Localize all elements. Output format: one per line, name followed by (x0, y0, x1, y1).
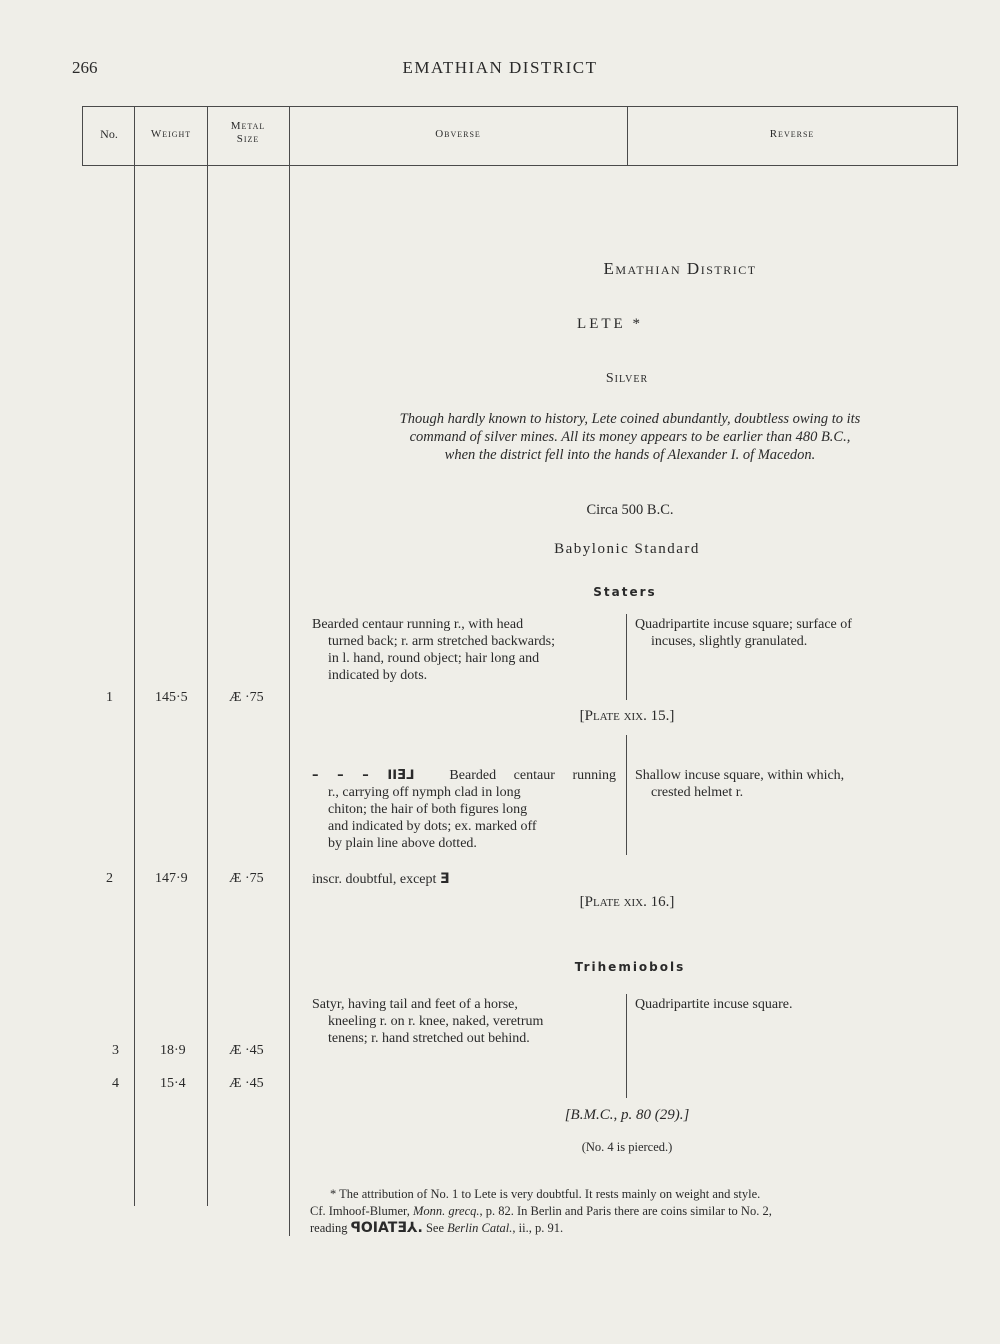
entry2-obverse (312, 767, 616, 852)
footnote-line-2 (310, 1203, 950, 1220)
footnote-text: , ii., p. 91. (512, 1221, 564, 1235)
footnote-text: See (422, 1221, 448, 1235)
entry4-number: 4 (112, 1076, 119, 1091)
intro-line: Though hardly known to history, Lete coined abundantly, doubtless owing to its (399, 411, 861, 427)
header-metal: Metal (230, 120, 266, 132)
footnote-text: Cf. Imhoof-Blumer, (310, 1204, 413, 1218)
entry2-reverse (635, 767, 947, 801)
table-top-rule (82, 106, 958, 107)
footnote-inscription: ꟼOIATƎ⅄. (350, 1220, 423, 1236)
footnote-citation: Monn. grecq. (412, 1204, 480, 1218)
table-right-edge (957, 106, 958, 166)
obverse-line: kneeling r. on r. knee, naked, veretrum (328, 1014, 544, 1029)
entry1-reverse (635, 616, 947, 650)
footnote (310, 1186, 950, 1237)
staters-heading: Staters (593, 585, 657, 599)
trihemiobol-reference: [B.M.C., p. 80 (29).] (564, 1107, 690, 1123)
intro-paragraph (330, 410, 930, 464)
obverse-line: and indicated by dots; ex. marked off (328, 819, 537, 834)
table-left-edge (82, 106, 83, 166)
footnote-line-3 (310, 1220, 950, 1237)
reverse-line: incuses, slightly granulated. (651, 634, 808, 649)
entry2-weight: 147·9 (155, 871, 188, 886)
trihemiobols-heading: Trihemiobols (574, 960, 686, 974)
obverse-line: Satyr, having tail and feet of a horse, (312, 997, 518, 1012)
col-divider-weight (207, 106, 208, 1206)
reverse-line: Shallow incuse square, within which, (635, 768, 845, 783)
entry2-inscription-note (312, 871, 632, 888)
obverse-line: tenens; r. hand stretched out behind. (328, 1031, 530, 1046)
obverse-line: chiton; the hair of both figures long (328, 802, 528, 817)
trihemiobol-remark: (No. 4 is pierced.) (581, 1140, 673, 1154)
obverse-line: in l. hand, round object; hair long and (328, 651, 540, 666)
running-head (0, 58, 1000, 82)
header-metal-size (209, 120, 287, 146)
entry4-metal-size: Æ ·45 (229, 1076, 264, 1091)
obverse-line: turned back; r. arm stretched backwards; (328, 634, 556, 649)
trihemiobol-reverse (635, 996, 947, 1013)
col-divider-obverse-3 (626, 994, 627, 1098)
page-number: 266 (72, 58, 98, 77)
entry2-metal-size: Æ ·75 (229, 871, 264, 886)
entry3-metal-size: Æ ·45 (229, 1043, 264, 1058)
col-divider-no (134, 106, 135, 1206)
obverse-line (312, 767, 616, 784)
entry1-number: 1 (106, 690, 113, 705)
trihemiobol-obverse (312, 996, 616, 1047)
footnote-citation: Berlin Catal. (447, 1221, 513, 1235)
metal-heading: Silver (605, 371, 649, 386)
entry3-weight: 18·9 (160, 1043, 186, 1058)
header-reverse: Reverse (769, 128, 815, 140)
entry3-number: 3 (112, 1043, 119, 1058)
page-title: EMATHIAN DISTRICT (402, 58, 598, 77)
entry1-weight: 145·5 (155, 690, 188, 705)
reverse-line: Quadripartite incuse square; surface of (635, 617, 852, 632)
footnote-text: reading (310, 1221, 351, 1235)
inscription-glyph: – – – ⵏⵏƎ⅃ (312, 768, 415, 783)
entry1-obverse (312, 616, 616, 684)
col-divider-metal (289, 106, 290, 1236)
entry4-weight: 15·4 (160, 1076, 186, 1091)
inscription-note-text: inscr. doubtful, except (312, 872, 437, 887)
entry1-plate: [Plate xix. 15.] (579, 708, 675, 724)
standard-label: Babylonic Standard (554, 541, 700, 557)
intro-line: when the district fell into the hands of Alexander I. of Macedon. (444, 447, 816, 463)
obverse-line: by plain line above dotted. (328, 836, 477, 851)
entry1-metal-size: Æ ·75 (229, 690, 264, 705)
table-header-rule (82, 165, 958, 166)
reverse-line: Quadripartite incuse square. (635, 997, 793, 1012)
district-heading: Emathian District (603, 259, 757, 278)
header-size: Size (236, 133, 260, 145)
obverse-line: indicated by dots. (328, 668, 428, 683)
city-heading: LETE * (577, 316, 643, 332)
footnote-text: * The attribution of No. 1 to Lete is very doubtful. It rests mainly on weight and style. (330, 1187, 761, 1201)
period-label: Circa 500 B.C. (586, 502, 674, 518)
header-weight: Weight (150, 128, 192, 140)
inscription-note-glyph: Ǝ (439, 871, 450, 887)
reverse-line: crested helmet r. (651, 785, 744, 800)
obverse-line: Bearded centaur running r., with head (312, 617, 524, 632)
footnote-text: , p. 82. In Berlin and Paris there are coins similar to No. 2, (479, 1204, 772, 1218)
col-divider-obverse-2 (626, 735, 627, 855)
entry2-plate: [Plate xix. 16.] (579, 894, 675, 910)
obverse-text: Bearded centaur running (449, 768, 617, 783)
footnote-line-1 (310, 1186, 950, 1203)
col-divider-obverse-1 (626, 614, 627, 700)
intro-line: command of silver mines. All its money appears to be earlier than 480 B.C., (409, 429, 851, 445)
entry2-number: 2 (106, 871, 113, 886)
header-no: No. (100, 127, 118, 141)
obverse-line: r., carrying off nymph clad in long (328, 785, 521, 800)
header-obverse: Obverse (435, 128, 481, 140)
